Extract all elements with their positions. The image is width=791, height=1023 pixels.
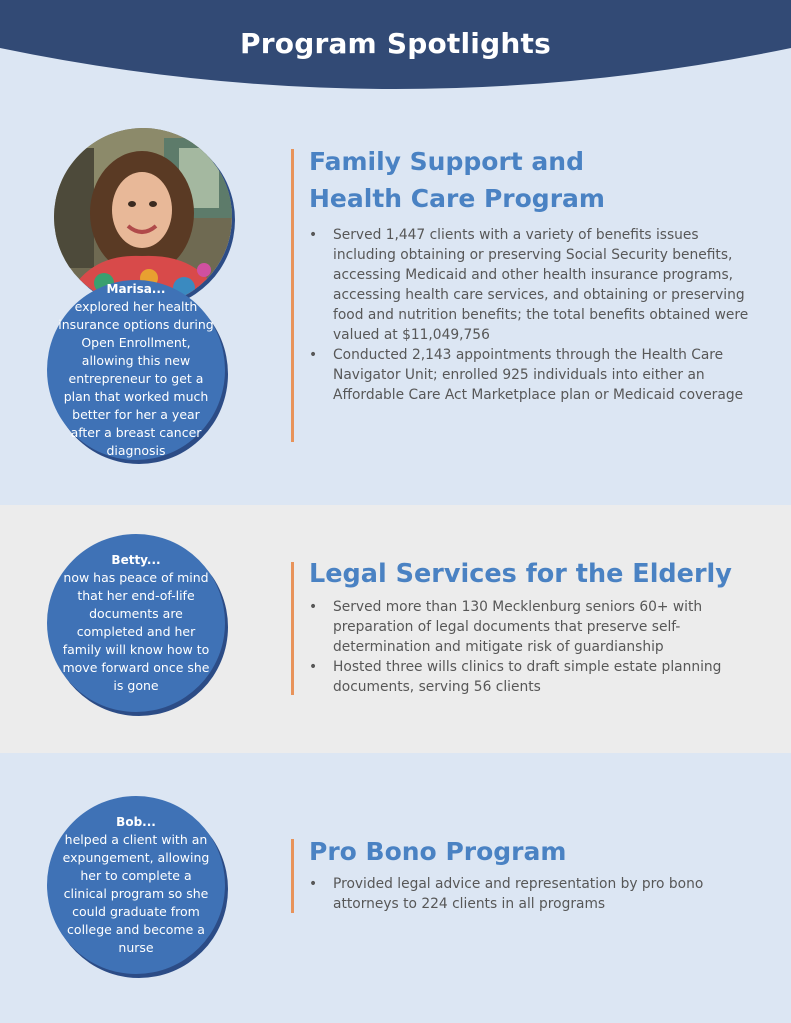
story-text: explored her health insurance options during Open Enrollment, allowing this new entrepreneur to get a plan that worked much better for her a year after a breast cancer diagnosis (58, 299, 214, 458)
program-family-support (291, 143, 751, 405)
program-bullets (309, 597, 761, 697)
story-text: helped a client with an expungement, allowing her to complete a clinical program so she could graduate from college and become a nurse (62, 832, 210, 955)
story-name: Betty... (111, 553, 161, 567)
program-bullets (309, 874, 751, 914)
accent-bar (291, 562, 294, 695)
bullet-item: • Hosted three wills clinics to draft simple estate planning documents, serving 56 clients (309, 657, 761, 697)
story-bubble-marisa (47, 280, 225, 460)
program-title: Legal Services for the Elderly (309, 559, 732, 589)
story-text: now has peace of mind that her end-of-life documents are completed and her family will know how to move forward once she is gone (62, 570, 210, 693)
program-title: Pro Bono Program (309, 837, 567, 866)
bullet-item: • Served 1,447 clients with a variety of benefits issues including obtaining or preserving Social Security benefits, accessing Medicaid and other health insurance programs, accessing health care services, and obtaining or preserving food and nutrition benefits; the total benefits obtained were valued at $11,049,756 (309, 225, 751, 345)
story-name: Marisa... (106, 282, 166, 296)
program-elderly (291, 556, 761, 697)
page-title: Program Spotlights (240, 27, 551, 60)
program-bullets (309, 225, 751, 405)
program-pro-bono (291, 833, 751, 914)
bullet-item: • Provided legal advice and representation by pro bono attorneys to 224 clients in all programs (309, 874, 751, 914)
story-name: Bob... (116, 815, 156, 829)
program-title-line: Family Support and (309, 147, 584, 176)
program-title (309, 143, 751, 217)
story-bubble-bob (47, 796, 225, 974)
program-title-line: Health Care Program (309, 184, 605, 213)
accent-bar (291, 839, 294, 913)
accent-bar (291, 149, 294, 442)
story-bubble-betty (47, 534, 225, 712)
bullet-item: • Served more than 130 Mecklenburg seniors 60+ with preparation of legal documents that preserve self-determination and mitigate risk of guardianship (309, 597, 761, 657)
bullet-item: • Conducted 2,143 appointments through the Health Care Navigator Unit; enrolled 925 individuals into either an Affordable Care Act Marketplace plan or Medicaid coverage (309, 345, 751, 405)
